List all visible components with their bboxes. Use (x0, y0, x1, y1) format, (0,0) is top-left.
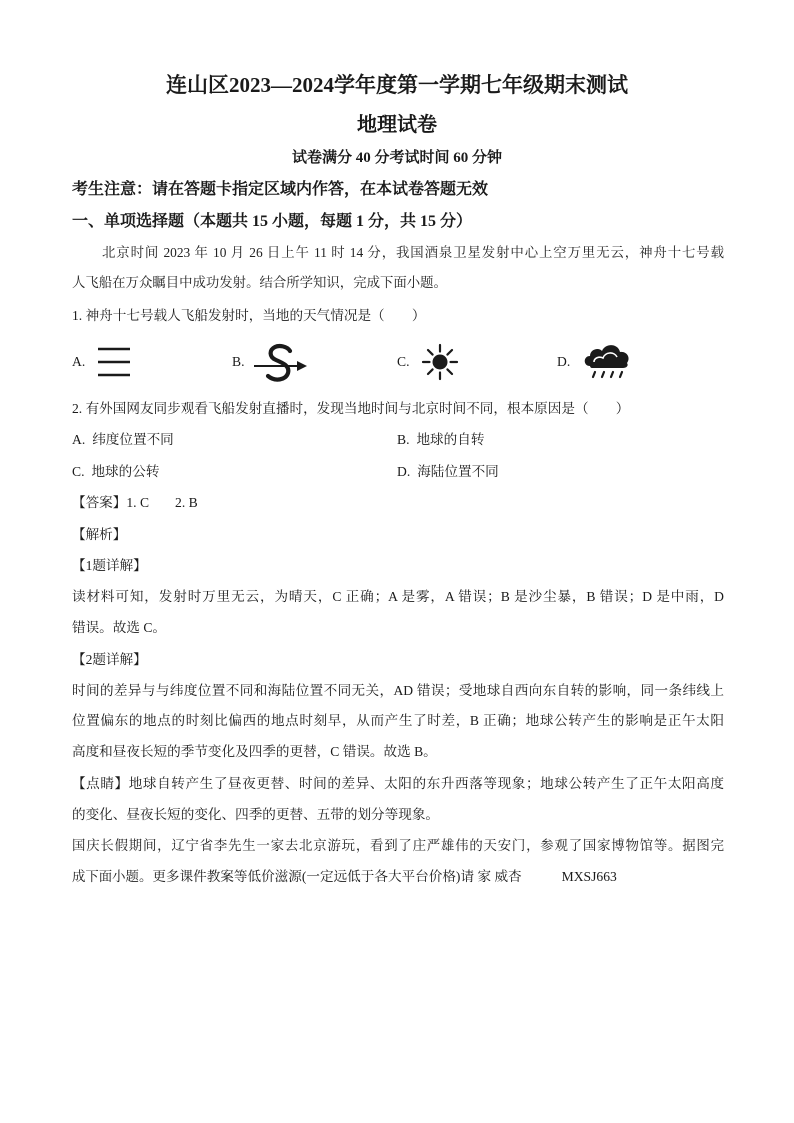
detail-2-line: 时间的差异与与纬度位置不同和海陆位置不同无关，AD 错误；受地球自西向东自转的影响，同一条纬线上 (72, 683, 724, 698)
tip-line: 的变化、昼夜长短的变化、四季的更替、五带的划分等现象。 (72, 807, 440, 822)
next-passage-text: 成下面小题。 (72, 869, 153, 884)
q2-option-a (72, 429, 174, 451)
option-letter: C. (72, 464, 85, 479)
promo-note: 更多课件教案等低价滋源(一定远低于各大平台价格)请 家 威杏 (152, 869, 522, 884)
option-text: 地球的公转 (91, 464, 160, 479)
next-passage-line: 国庆长假期间，辽宁省李先生一家去北京游玩，看到了庄严雄伟的天安门，参观了国家博物馆等。据图完 (72, 838, 724, 853)
option-letter: A. (72, 432, 86, 447)
option-text: 海陆位置不同 (417, 464, 499, 479)
passage-line: 北京时间 2023 年 10 月 26 日上午 11 时 14 分，我国酒泉卫星发射中心上空万里无云，神舟十七号载 (102, 245, 724, 260)
detail-1-line: 错误。故选 C。 (72, 620, 167, 635)
exam-info: 试卷满分 40 分考试时间 60 分钟 (291, 150, 502, 166)
option-text: 地球的自转 (416, 432, 485, 447)
analysis-tag: 【解析】 (72, 527, 127, 542)
option-letter: B. (397, 432, 410, 447)
answer-tag: 【答案】 (72, 495, 127, 510)
promo-code: MXSJ663 (561, 869, 617, 884)
q1-option-b-label: B. (232, 354, 245, 369)
next-passage-line (72, 866, 617, 888)
tip-tag: 【点睛】 (72, 776, 129, 791)
exam-title: 连山区2023—2024学年度第一学期七年级期末测试 (166, 73, 628, 97)
q2-option-c (72, 461, 159, 483)
sandstorm-icon (252, 342, 310, 384)
q2-option-b (397, 429, 484, 451)
q1-option-a-label: A. (72, 354, 86, 369)
tip-line (72, 773, 724, 795)
q1-option-d-label: D. (557, 354, 571, 369)
passage-line: 人飞船在万众瞩目中成功发射。结合所学知识，完成下面小题。 (72, 275, 447, 290)
fog-icon (96, 345, 132, 379)
detail-2-line: 高度和昼夜长短的季节变化及四季的更替，C 错误。故选 B。 (72, 744, 437, 759)
question-2-stem: 2. 有外国网友同步观看飞船发射直播时，发现当地时间与北京时间不同，根本原因是（ ） (72, 401, 630, 416)
answer-q2: 2. B (175, 495, 198, 510)
moderate-rain-icon (580, 340, 634, 382)
detail-2-line: 位置偏东的地点的时刻比偏西的地点时刻早，从而产生了时差，B 正确；地球公转产生的影响是正午太阳 (72, 713, 724, 728)
answer-line (72, 492, 198, 514)
q1-option-c-label: C. (397, 354, 410, 369)
exam-notice: 考生注意：请在答题卡指定区域内作答，在本试卷答题无效 (72, 181, 489, 198)
detail-1-line: 读材料可知，发射时万里无云，为晴天，C 正确；A 是雾，A 错误；B 是沙尘暴，B 错误；D 是中雨，D (72, 589, 724, 604)
option-text: 纬度位置不同 (92, 432, 174, 447)
section-heading: 一、单项选择题（本题共 15 小题，每题 1 分，共 15 分） (72, 213, 473, 230)
detail-2-tag: 【2题详解】 (72, 652, 147, 667)
question-1-stem: 1. 神舟十七号载人飞船发射时，当地的天气情况是（ ） (72, 308, 426, 323)
q2-option-d (397, 461, 499, 483)
exam-subtitle: 地理试卷 (357, 114, 437, 136)
detail-1-tag: 【1题详解】 (72, 558, 147, 573)
option-letter: D. (397, 464, 411, 479)
sunny-icon (420, 342, 460, 382)
answer-q1: 1. C (126, 495, 150, 510)
tip-text: 地球自转产生了昼夜更替、时间的差异、太阳的东升西落等现象；地球公转产生了正午太阳高度 (128, 776, 724, 791)
